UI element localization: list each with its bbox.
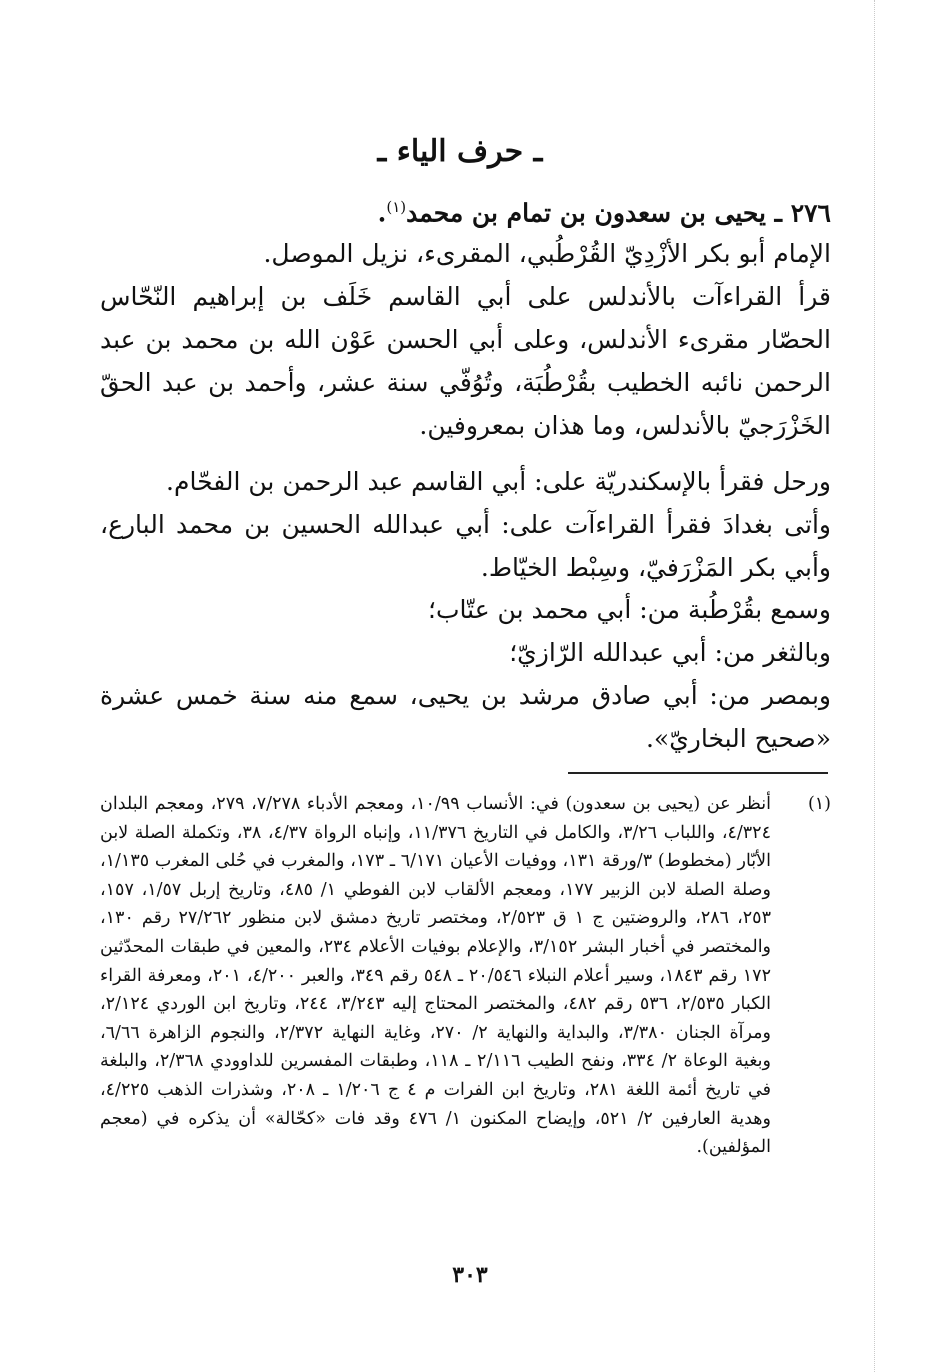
footnote-text: أنظر عن (يحيى بن سعدون) في: الأنساب ١٠/٩٩، ومعجم الأدباء ٧/٢٧٨، ٢٧٩، ومعجم البلدان ٤/٣٢٤، واللباب ٣/٢٦، والكامل في التاريخ ١١/٣٧٦، وإنباه الرواة ٤/٣٧، ٣٨، وتكملة الصلة لابن الأبّار (مخطوط) ٣/ورقة ١٣١، ووفيات الأعيان ٦/١٧١ ـ ١٧٣، والمغرب في حُلى المغرب ١/١٣٥، وصلة الصلة لابن الزبير ١٧٧، ومعجم الألقاب لابن الفوطي ١/ ٤٨٥، وتاريخ إربل ١/٥٧، ١٥٧، ٢٥٣، ٢٨٦، والروضتين ج ١ ق ٢/٥٢٣، ومختصر تاريخ دمشق لابن منظور ٢٧/٢٦٢ رقم ١٣٠، والمختصر في أخبار البشر ٣/١٥٢، والإعلام بوفيات الأعلام ٢٣٤، والمعين في طبقات المحدّثين ١٧٢ رقم ١٨٤٣، وسير أعلام النبلاء ٢٠/٥٤٦ ـ ٥٤٨ رقم ٣٤٩، والعبر ٤/٢٠٠، ٢٠١، ومعرفة القراء الكبار ٢/٥٣٥، ٥٣٦ رقم ٤٨٢، والمختصر المحتاج إليه ٣/٢٤٣، ٢٤٤، وتاريخ ابن الوردي ٢/١٢٤، ومرآة الجنان ٣/٣٨٠، والبداية والنهاية ٢/ ٢٧٠، وغاية النهاية ٢/٣٧٢، والنجوم الزاهرة ٦/٦٦، وبغية الوعاة ٢/ ٣٣٤، ونفح الطيب ٢/١١٦ ـ ١١٨، وطبقات المفسرين للداوودي ٢/٣٦٨، والبلغة في تاريخ أئمة اللغة ٢٨١، وتاريخ ابن الفرات م ٤ ج ١/٢٠٦ ـ ٢٠٨، وشذرات الذهب ٤/٢٢٥، وهدية العارفين ٢/ ٥٢١، وإيضاح المكنون ١/ ٤٧٦ وقد فات «كحّالة» أن يذكره في (معجم المؤلفين). — [100, 794, 772, 1158]
entry-title-end: . — [377, 198, 387, 228]
paragraph-hearing-line-3: وبمصر من: أبي صادق مرشد بن يحيى، سمع منه سنة خمس عشرة «صحيح البخاريّ». — [100, 681, 831, 753]
entry-intro: الإمام أبو بكر الأزْدِيّ القُرْطُبي، المقرىء، نزيل الموصل. — [263, 239, 831, 268]
entry-title — [100, 186, 831, 234]
page-number: ٣٠٣ — [452, 1262, 488, 1288]
paragraph-hearing — [100, 588, 831, 760]
paragraph-travels-line-1: ورحل فقرأ بالإسكندريّة على: أبي القاسم عبد الرحمن بن الفحّام. — [166, 467, 831, 496]
paragraph-travels-line-2: وأتى بغدادَ فقرأ القراءآت على: أبي عبدالله الحسين بن محمد البارع، وأبي بكر المَزْرَفيّ، وسِبْط الخيّاط. — [100, 510, 831, 582]
footnote-reference[interactable]: (١) — [386, 198, 407, 216]
paragraph-hearing-line-2: وبالثغر من: أبي عبدالله الرّازيّ؛ — [509, 638, 831, 667]
paragraph-travels — [100, 460, 831, 589]
footnote-label: (١) — [807, 794, 831, 814]
page-edge-line — [874, 0, 875, 1372]
paragraph-readings — [100, 275, 831, 447]
section-heading: ـ حرف الياء ـ — [377, 134, 543, 169]
entry-number-title: ٢٧٦ ـ يحيى بن سعدون بن تمام بن محمد — [406, 198, 831, 228]
footnote-separator — [568, 772, 828, 774]
paragraph-readings-text: قرأ القراءآت بالأندلس على أبي القاسم خَلَف بن إبراهيم النّحّاس الحصّار مقرىء الأندلس، وعلى أبي الحسن عَوْن الله بن محمد بن عبد الرحمن نائبه الخطيب بقُرْطُبَة، وتُوُفّي سنة عشر، وأحمد بن عبد الحقّ الخَزْرَجيّ بالأندلس، وما هذان بمعروفين. — [100, 282, 831, 440]
paragraph-hearing-line-1: وسمع بقُرْطُبة من: أبي محمد بن عتّاب؛ — [428, 595, 831, 624]
